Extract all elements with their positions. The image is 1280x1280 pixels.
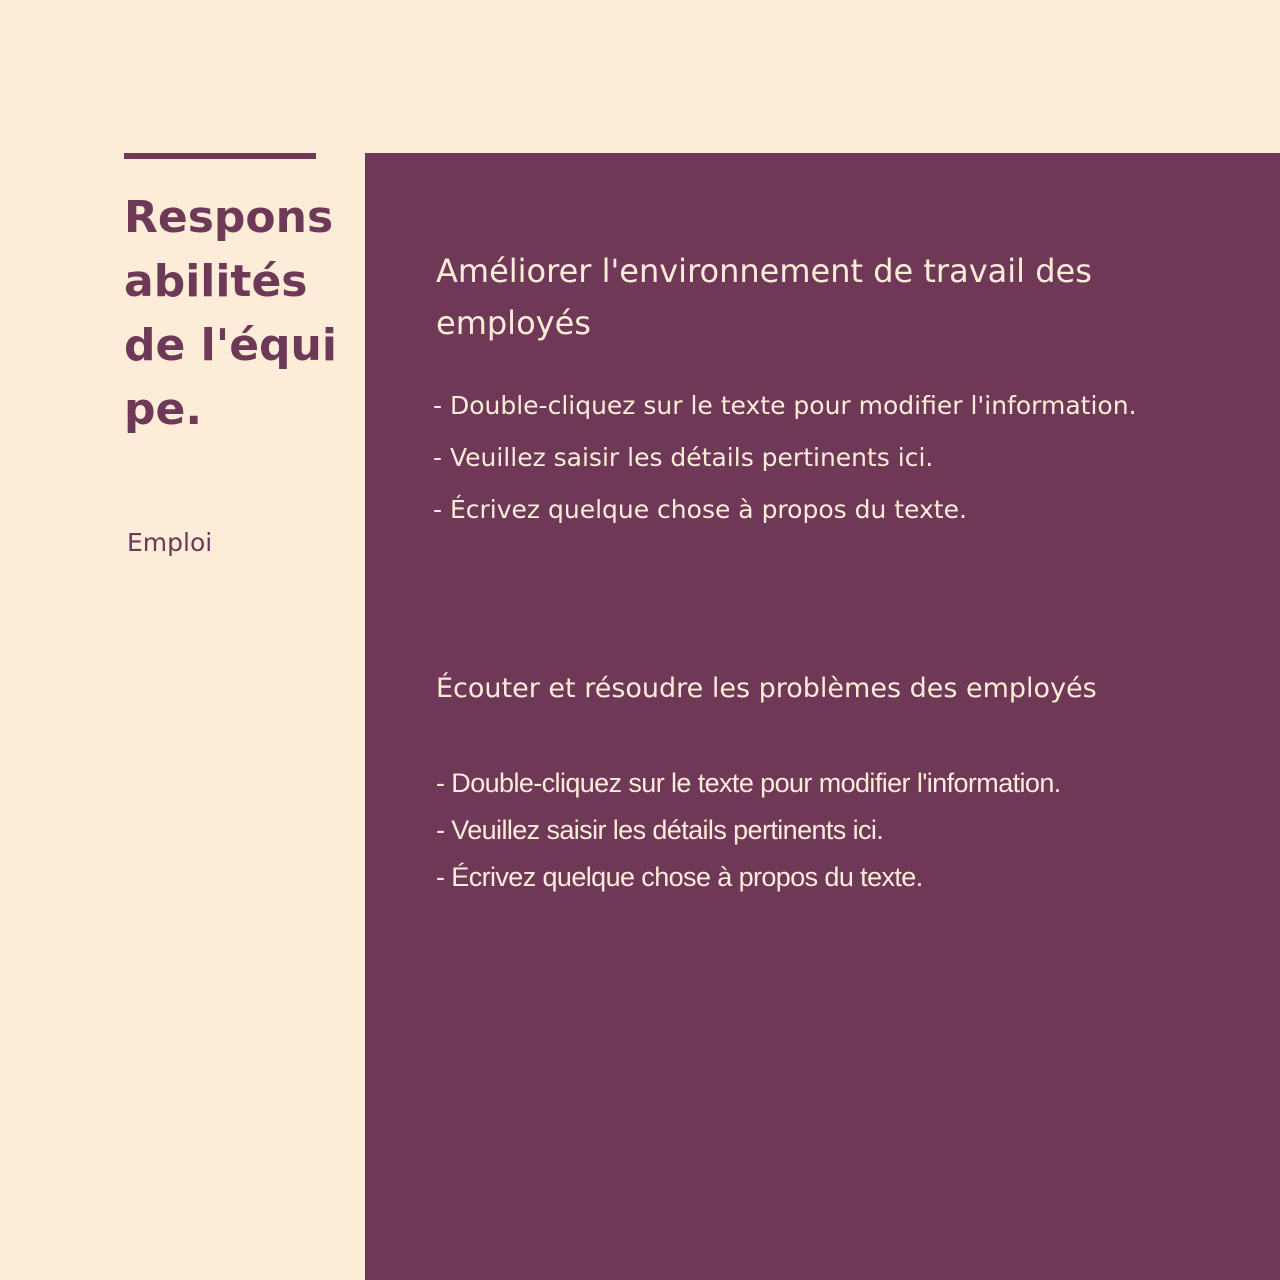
section-1-list [433, 380, 1137, 536]
list-item: - Double-cliquez sur le texte pour modifier l'information. [436, 768, 1061, 798]
accent-rule [124, 153, 316, 159]
section-2-list [436, 760, 1061, 901]
category-label: Emploi [127, 528, 213, 557]
list-item: - Écrivez quelque chose à propos du texte. [436, 862, 923, 892]
list-item: - Écrivez quelque chose à propos du texte. [433, 495, 967, 524]
section-2-title: Écouter et résoudre les problèmes des employés [436, 673, 1097, 704]
content-panel [365, 153, 1280, 1280]
list-item: - Veuillez saisir les détails pertinents ici. [436, 815, 884, 845]
list-item: - Double-cliquez sur le texte pour modifier l'information. [433, 391, 1137, 420]
list-item: - Veuillez saisir les détails pertinents ici. [433, 443, 934, 472]
section-1-title: Améliorer l'environnement de travail des employés [436, 252, 1092, 342]
page-title: Responsabilités de l'équipe. [124, 192, 337, 435]
